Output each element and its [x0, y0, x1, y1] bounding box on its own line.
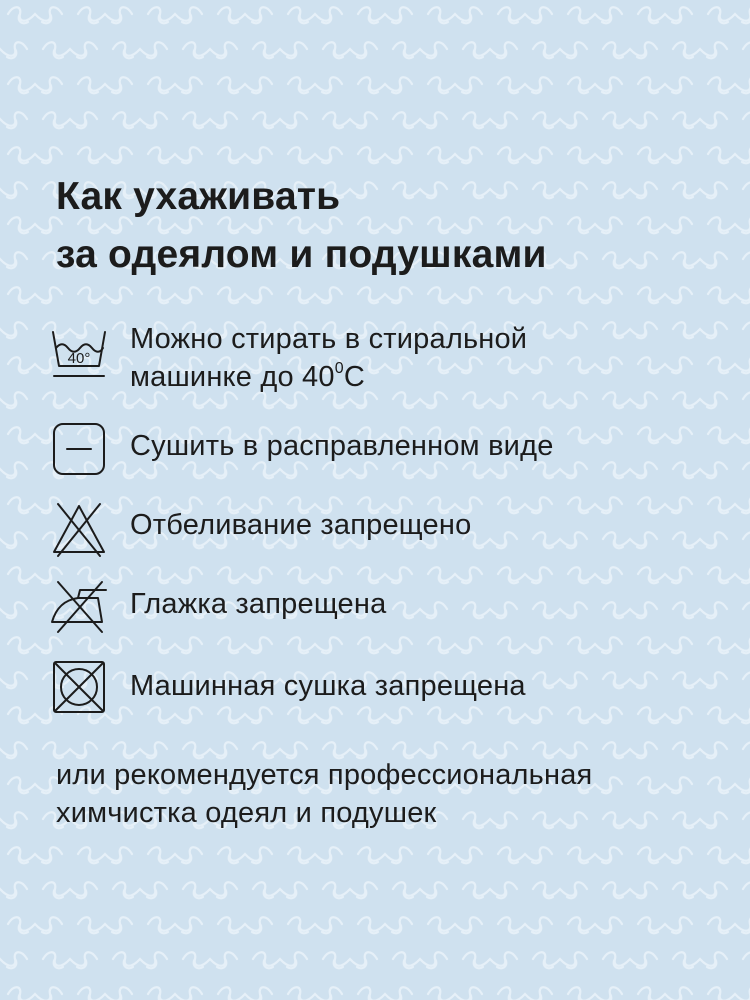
footer-line-2: химчистка одеял и подушек	[56, 797, 437, 829]
care-text-dry-flat: Сушить в расправленном виде	[130, 430, 554, 462]
care-item-washing	[0, 322, 750, 394]
wash-temperature-label: 40°	[67, 350, 91, 367]
no-tumble-dry-icon	[50, 658, 108, 716]
care-item-no-bleach	[0, 500, 750, 572]
washing-line-2-prefix: машинке до 40	[130, 361, 335, 393]
dry-flat-icon	[50, 420, 108, 478]
care-item-no-iron	[0, 578, 750, 650]
dry-cleaning-note	[56, 756, 592, 832]
care-text-no-iron: Глажка запрещена	[130, 588, 387, 620]
footer-line-1: или рекомендуется профессиональная	[56, 759, 593, 791]
celsius-unit: С	[343, 361, 365, 393]
no-bleach-icon	[50, 500, 108, 558]
washing-40-icon	[50, 326, 108, 384]
care-text-no-bleach: Отбеливание запрещено	[130, 509, 472, 541]
no-iron-icon	[50, 578, 108, 636]
title-line-1: Как ухаживать	[56, 175, 341, 218]
page-title	[56, 168, 547, 284]
care-text-washing	[130, 320, 527, 396]
washing-line-2	[130, 358, 527, 396]
care-item-no-tumble-dry	[0, 656, 750, 728]
degree-superscript: 0	[334, 360, 344, 377]
washing-line-1: Можно стирать в стиральной	[130, 323, 528, 355]
care-text-no-tumble-dry: Машинная сушка запрещена	[130, 670, 526, 702]
care-item-dry-flat	[0, 420, 750, 492]
title-line-2: за одеялом и подушками	[56, 233, 547, 276]
